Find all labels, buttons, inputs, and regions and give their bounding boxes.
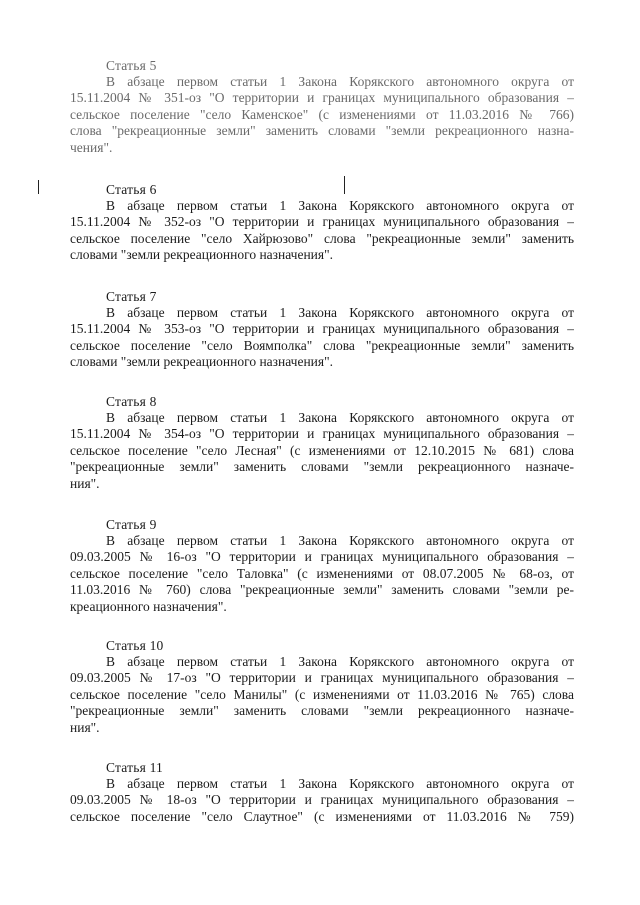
article-line: В абзаце первом статьи 1 Закона Корякского автономного округа от (106, 410, 574, 425)
article-heading: Статья 10 (106, 638, 164, 653)
article-heading: Статья 5 (106, 58, 157, 73)
article-line: 09.03.2005 № 18-оз "О территории и границах муниципального образования – (70, 792, 574, 808)
article-5 (70, 58, 574, 156)
scan-mark-center (344, 176, 345, 194)
article-line: слова "рекреационные земли" заменить словами "земли рекреационного назна- (70, 123, 574, 139)
article-line: В абзаце первом статьи 1 Закона Корякского автономного округа от (106, 198, 574, 213)
article-heading: Статья 6 (106, 182, 157, 197)
article-line: сельское поселение "село Лесная" (с изменениями от 12.10.2015 № 681) слова (70, 442, 574, 458)
article-line: 15.11.2004 № 354-оз "О территории и границах муниципального образования – (70, 426, 574, 442)
article-line: креационного назначения". (70, 598, 227, 614)
article-line: сельское поселение "село Каменское" (с изменениями от 11.03.2016 № 766) (70, 106, 574, 122)
article-line: 11.03.2016 № 760) слова "рекреационные земли" заменить словами "земли ре- (70, 582, 574, 598)
article-line: В абзаце первом статьи 1 Закона Корякского автономного округа от (106, 305, 574, 320)
article-line: 09.03.2005 № 17-оз "О территории и границах муниципального образования – (70, 670, 574, 686)
article-line: словами "земли рекреационного назначения". (70, 354, 333, 370)
article-10 (70, 638, 574, 736)
article-line: 09.03.2005 № 16-оз "О территории и границах муниципального образования – (70, 549, 574, 565)
article-6 (70, 182, 574, 264)
article-line: В абзаце первом статьи 1 Закона Корякского автономного округа от (106, 654, 574, 669)
article-line: "рекреационные земли" заменить словами "земли рекреационного назначе- (70, 703, 574, 719)
article-line: 15.11.2004 № 351-оз "О территории и границах муниципального образования – (70, 90, 574, 106)
article-11 (70, 760, 574, 825)
article-line: ния". (70, 475, 100, 491)
article-heading: Статья 11 (106, 760, 163, 775)
article-line: словами "земли рекреационного назначения". (70, 247, 333, 263)
article-line: чения". (70, 139, 113, 155)
scan-mark-left (38, 180, 39, 194)
article-9 (70, 517, 574, 615)
article-heading: Статья 7 (106, 289, 157, 304)
article-line: ния". (70, 719, 100, 735)
article-line: сельское поселение "село Таловка" (с изменениями от 08.07.2005 № 68-оз, от (70, 565, 574, 581)
article-line: сельское поселение "село Манилы" (с изменениями от 11.03.2016 № 765) слова (70, 686, 574, 702)
article-line: 15.11.2004 № 352-оз "О территории и границах муниципального образования – (70, 214, 574, 230)
article-heading: Статья 8 (106, 394, 157, 409)
article-line: В абзаце первом статьи 1 Закона Корякского автономного округа от (106, 533, 574, 548)
article-line: В абзаце первом статьи 1 Закона Корякского автономного округа от (106, 74, 574, 89)
article-heading: Статья 9 (106, 517, 157, 532)
article-8 (70, 394, 574, 492)
article-line: сельское поселение "село Слаутное" (с изменениями от 11.03.2016 № 759) (70, 808, 574, 824)
article-line: сельское поселение "село Воямполка" слова "рекреационные земли" заменить (70, 337, 574, 353)
article-line: сельское поселение "село Хайрюзово" слова "рекреационные земли" заменить (70, 230, 574, 246)
article-line: 15.11.2004 № 353-оз "О территории и границах муниципального образования – (70, 321, 574, 337)
article-7 (70, 289, 574, 371)
article-line: "рекреационные земли" заменить словами "земли рекреационного назначе- (70, 459, 574, 475)
article-line: В абзаце первом статьи 1 Закона Корякского автономного округа от (106, 776, 574, 791)
